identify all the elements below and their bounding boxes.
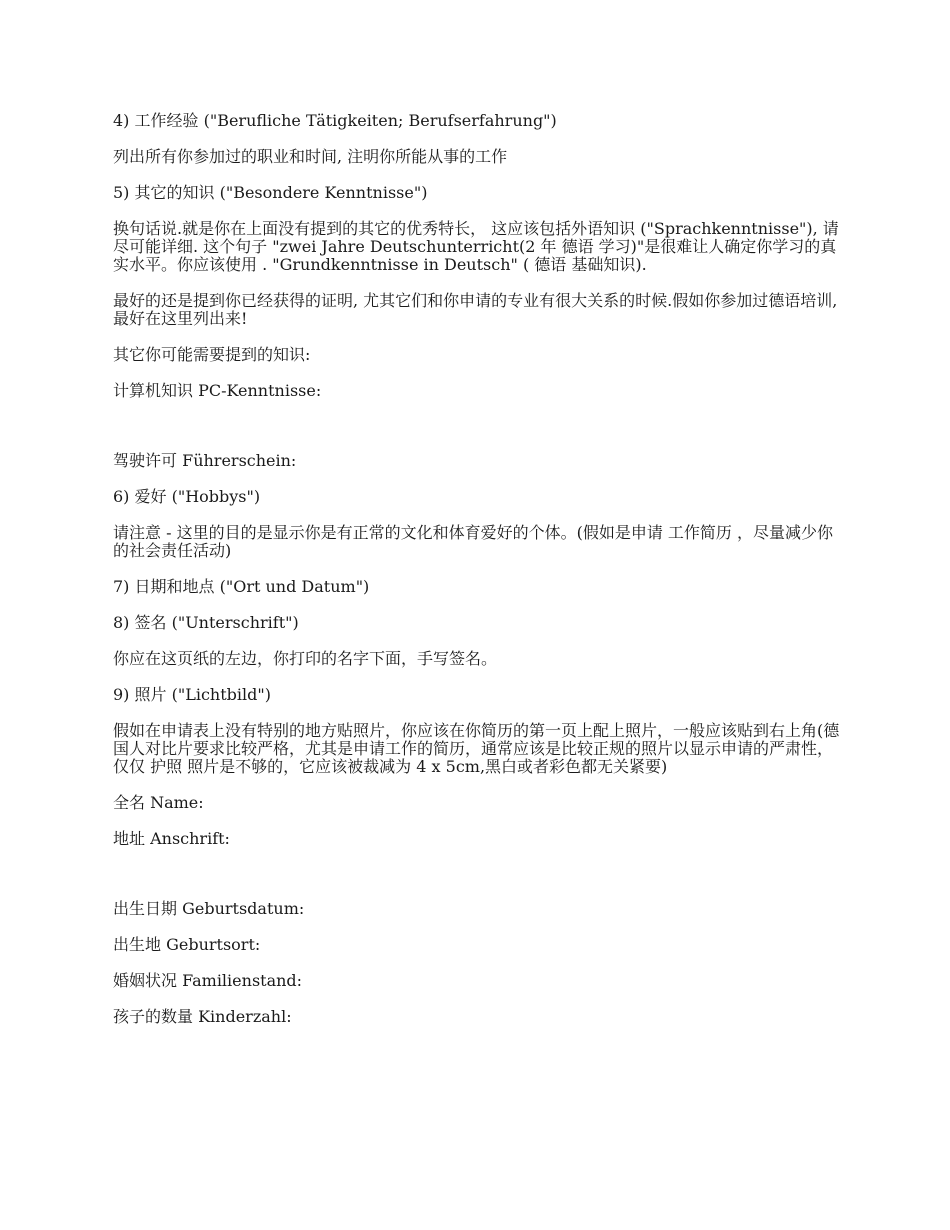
blank-space: [113, 866, 843, 900]
address-field: 地址 Anschrift:: [113, 829, 230, 848]
other-knowledge-label: 其它你可能需要提到的知识:: [113, 345, 311, 364]
photo-text: 假如在申请表上没有特别的地方贴照片，你应该在你简历的第一页上配上照片，一般应该贴到右上角(德国人对比片要求比较严格，尤其是申请工作的简历，通常应该是比较正规的照片以显示申请的严肃性，仅仅 护照 照片是不够的，它应该被裁减为 4 x 5cm,黑白或者彩色都无关紧要): [113, 721, 840, 776]
section-heading-special-knowledge: 5) 其它的知识 ("Besondere Kenntnisse"): [113, 183, 428, 202]
section-heading-work-experience: 4) 工作经验 ("Berufliche Tätigkeiten; Berufserfahrung"): [113, 111, 557, 130]
document-page: [113, 112, 843, 1044]
section-heading-hobbies: 6) 爱好 ("Hobbys"): [113, 487, 261, 506]
work-experience-text: 列出所有你参加过的职业和时间, 注明你所能从事的工作: [113, 147, 508, 166]
section-heading-signature: 8) 签名 ("Unterschrift"): [113, 613, 299, 632]
birth-date-field: 出生日期 Geburtsdatum:: [113, 899, 305, 918]
blank-space: [113, 418, 843, 452]
certificates-text: 最好的还是提到你已经获得的证明, 尤其它们和你申请的专业有很大关系的时候.假如你参加过德语培训, 最好在这里列出来!: [113, 291, 838, 328]
section-heading-date-place: 7) 日期和地点 ("Ort und Datum"): [113, 577, 370, 596]
full-name-field: 全名 Name:: [113, 793, 204, 812]
hobbies-text: 请注意 - 这里的目的是显示你是有正常的文化和体育爱好的个体。(假如是申请 工作简历 ，尽量减少你的社会责任活动): [113, 523, 833, 560]
special-knowledge-text: 换句话说.就是你在上面没有提到的其它的优秀特长， 这应该包括外语知识 ("Sprachkenntnisse"), 请尽可能详细. 这个句子 "zwei Jahre Deutschunterricht(2 年 德语 学习)"是很难让人确定你学习的真实水平。你应该使用 . "Grundkenntnisse in Deutsch" ( 德语 基础知识).: [113, 219, 839, 274]
children-count-field: 孩子的数量 Kinderzahl:: [113, 1007, 292, 1026]
marital-status-field: 婚姻状况 Familienstand:: [113, 971, 303, 990]
section-heading-photo: 9) 照片 ("Lichtbild"): [113, 685, 271, 704]
signature-text: 你应在这页纸的左边，你打印的名字下面，手写签名。: [113, 649, 498, 668]
pc-skills-field: 计算机知识 PC-Kenntnisse:: [113, 381, 322, 400]
driving-license-field: 驾驶许可 Führerschein:: [113, 451, 297, 470]
birth-place-field: 出生地 Geburtsort:: [113, 935, 261, 954]
